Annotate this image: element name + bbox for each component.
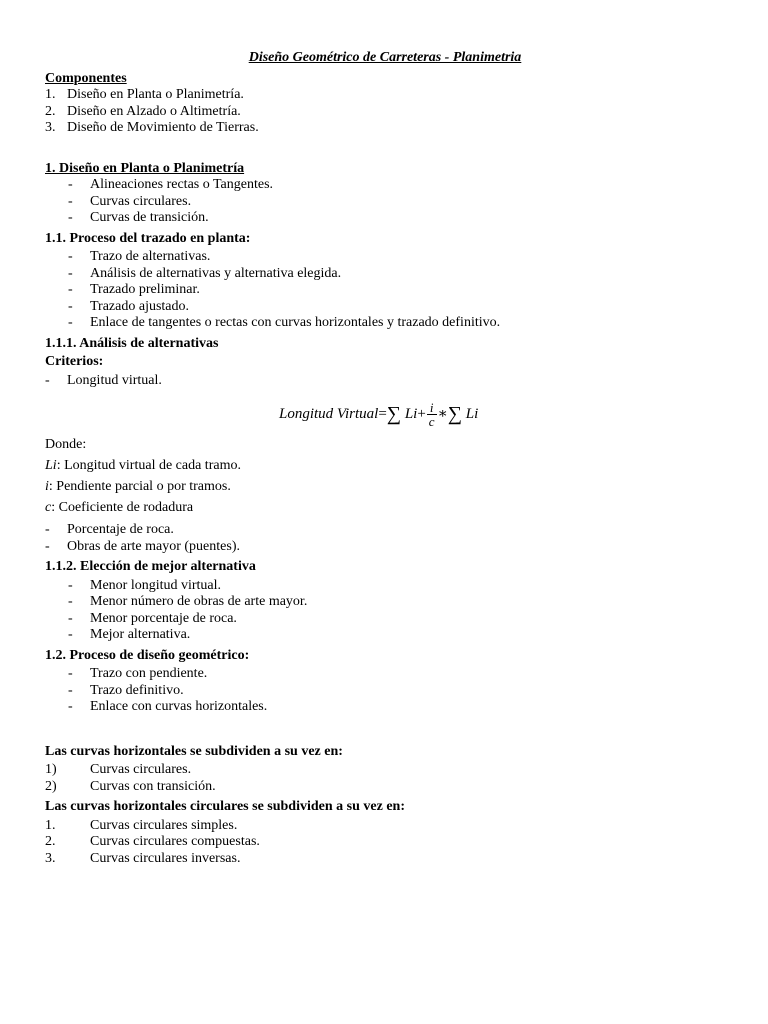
list-item-text: Diseño de Movimiento de Tierras.	[67, 120, 259, 135]
document-title: Diseño Geométrico de Carreteras - Planimetria	[248, 50, 522, 65]
list-marker: -	[68, 249, 73, 264]
list-item-text: Obras de arte mayor (puentes).	[67, 538, 240, 554]
list-marker: -	[68, 627, 73, 642]
list-marker: -	[45, 522, 50, 537]
list-item	[68, 249, 725, 266]
section112-list	[68, 578, 725, 644]
list-item-text: Trazo con pendiente.	[90, 666, 208, 681]
list-marker: -	[45, 372, 50, 388]
curvas-circulares-list	[45, 817, 725, 868]
list-item-text: Trazado ajustado.	[90, 298, 190, 314]
list-marker: 3.	[45, 120, 56, 135]
list-item-text: Trazado preliminar.	[90, 282, 200, 297]
list-item-text: Diseño en Alzado o Altimetría.	[67, 103, 241, 119]
longitud-virtual-formula	[45, 395, 725, 429]
list-item	[45, 817, 725, 835]
definition-i	[45, 476, 725, 497]
fraction	[427, 401, 437, 428]
componentes-heading: Componentes	[45, 70, 127, 86]
criterion-list	[45, 373, 725, 390]
list-item-text: Curvas circulares simples.	[90, 817, 238, 833]
list-item-text: Curvas con transición.	[90, 778, 216, 794]
document-page	[45, 50, 725, 867]
list-marker: -	[68, 666, 73, 681]
fraction-denominator: c	[428, 414, 435, 429]
list-item-text: Alineaciones rectas o Tangentes.	[90, 177, 274, 192]
section12-list	[68, 666, 725, 716]
list-item	[45, 850, 725, 868]
list-item-text: Diseño en Planta o Planimetría.	[67, 87, 244, 102]
sigma-symbol: ∑	[447, 402, 463, 425]
list-item	[68, 666, 725, 683]
list-item	[68, 315, 725, 332]
list-item-text: Mejor alternativa.	[90, 627, 191, 642]
list-item	[45, 522, 725, 539]
list-item-text: Análisis de alternativas y alternativa elegida.	[90, 265, 342, 281]
list-item	[68, 683, 725, 700]
list-item	[68, 594, 725, 611]
list-marker: -	[68, 315, 73, 330]
list-marker: -	[68, 282, 73, 297]
list-marker: 1.	[45, 87, 56, 102]
curvas-heading: Las curvas horizontales se subdividen a su vez en:	[45, 743, 343, 759]
definition-text: : Coeficiente de rodadura	[51, 500, 194, 515]
more-criteria-list	[45, 522, 725, 555]
list-item	[68, 627, 725, 644]
list-marker: -	[68, 699, 73, 714]
list-item-text: Menor número de obras de arte mayor.	[90, 594, 308, 609]
list-item-text: Enlace con curvas horizontales.	[90, 699, 268, 714]
list-marker: -	[68, 682, 73, 698]
list-marker: -	[68, 594, 73, 609]
criterios-heading: Criterios:	[45, 354, 104, 369]
list-item-text: Curvas de transición.	[90, 210, 209, 225]
formula-term-li: Li	[404, 405, 418, 422]
definition-li	[45, 455, 725, 476]
list-item	[45, 762, 725, 779]
formula-term-li: Li	[465, 405, 479, 422]
formula-plus: +	[417, 405, 426, 422]
list-item-text: Porcentaje de roca.	[67, 522, 174, 537]
definition-symbol: Li	[45, 458, 57, 473]
list-item-text: Curvas circulares.	[90, 193, 192, 209]
list-item	[68, 177, 725, 194]
list-item-text: Menor porcentaje de roca.	[90, 610, 237, 626]
section1-heading: 1. Diseño en Planta o Planimetría	[45, 160, 245, 176]
list-item-text: Menor longitud virtual.	[90, 577, 222, 593]
fraction-numerator: i	[427, 401, 437, 415]
formula-equals: =	[378, 405, 387, 422]
section1-list	[68, 177, 725, 227]
section12-heading: 1.2. Proceso de diseño geométrico:	[45, 647, 250, 663]
list-marker: 2.	[45, 103, 56, 119]
definition-text: : Pendiente parcial o por tramos.	[48, 479, 231, 494]
section112-heading: 1.1.2. Elección de mejor alternativa	[45, 559, 256, 574]
list-item	[68, 210, 725, 227]
list-item	[68, 699, 725, 716]
donde-label: Donde:	[45, 437, 87, 452]
section111-heading: 1.1.1. Análisis de alternativas	[45, 335, 219, 351]
list-marker: -	[68, 610, 73, 626]
definition-c	[45, 497, 725, 518]
list-marker: -	[45, 538, 50, 554]
sigma-symbol: ∑	[386, 402, 402, 425]
list-marker: -	[68, 577, 73, 593]
list-item-text: Curvas circulares.	[90, 762, 192, 777]
list-item	[45, 834, 725, 851]
list-item-text: Curvas circulares inversas.	[90, 850, 241, 866]
definition-symbol: c	[45, 500, 52, 515]
section11-list	[68, 249, 725, 332]
list-marker: -	[68, 298, 73, 314]
list-marker: 1)	[45, 762, 57, 777]
list-item	[68, 299, 725, 316]
list-marker: 2.	[45, 834, 56, 849]
definition-symbol: i	[45, 479, 49, 494]
list-item-text: Trazo de alternativas.	[90, 249, 211, 264]
list-item-text: Trazo definitivo.	[90, 682, 184, 698]
section11-heading: 1.1. Proceso del trazado en planta:	[45, 230, 251, 246]
list-item-text: Enlace de tangentes o rectas con curvas horizontales y trazado definitivo.	[90, 315, 501, 330]
list-marker: -	[68, 265, 73, 281]
list-item-text: Curvas circulares compuestas.	[90, 834, 260, 849]
list-item	[68, 266, 725, 283]
curvas-circulares-heading: Las curvas horizontales circulares se subdividen a su vez en:	[45, 799, 405, 814]
list-item	[45, 539, 725, 556]
list-item	[45, 87, 725, 104]
list-marker: 3.	[45, 850, 56, 866]
definition-text: : Longitud virtual de cada tramo.	[56, 458, 241, 473]
list-marker: -	[68, 193, 73, 209]
list-item	[45, 778, 725, 796]
list-item	[68, 578, 725, 595]
componentes-list	[45, 87, 725, 137]
list-item	[68, 194, 725, 211]
list-item	[45, 120, 725, 137]
formula-lhs: Longitud Virtual	[279, 405, 379, 422]
list-marker: 1.	[45, 817, 56, 833]
list-item-text: Longitud virtual.	[67, 372, 162, 388]
list-item	[68, 611, 725, 628]
curvas-list	[45, 762, 725, 795]
list-item	[45, 373, 725, 390]
list-item	[45, 104, 725, 121]
list-marker: -	[68, 210, 73, 225]
list-item	[68, 282, 725, 299]
list-marker: 2)	[45, 778, 57, 794]
formula-times: ∗	[437, 405, 448, 422]
list-marker: -	[68, 177, 73, 192]
